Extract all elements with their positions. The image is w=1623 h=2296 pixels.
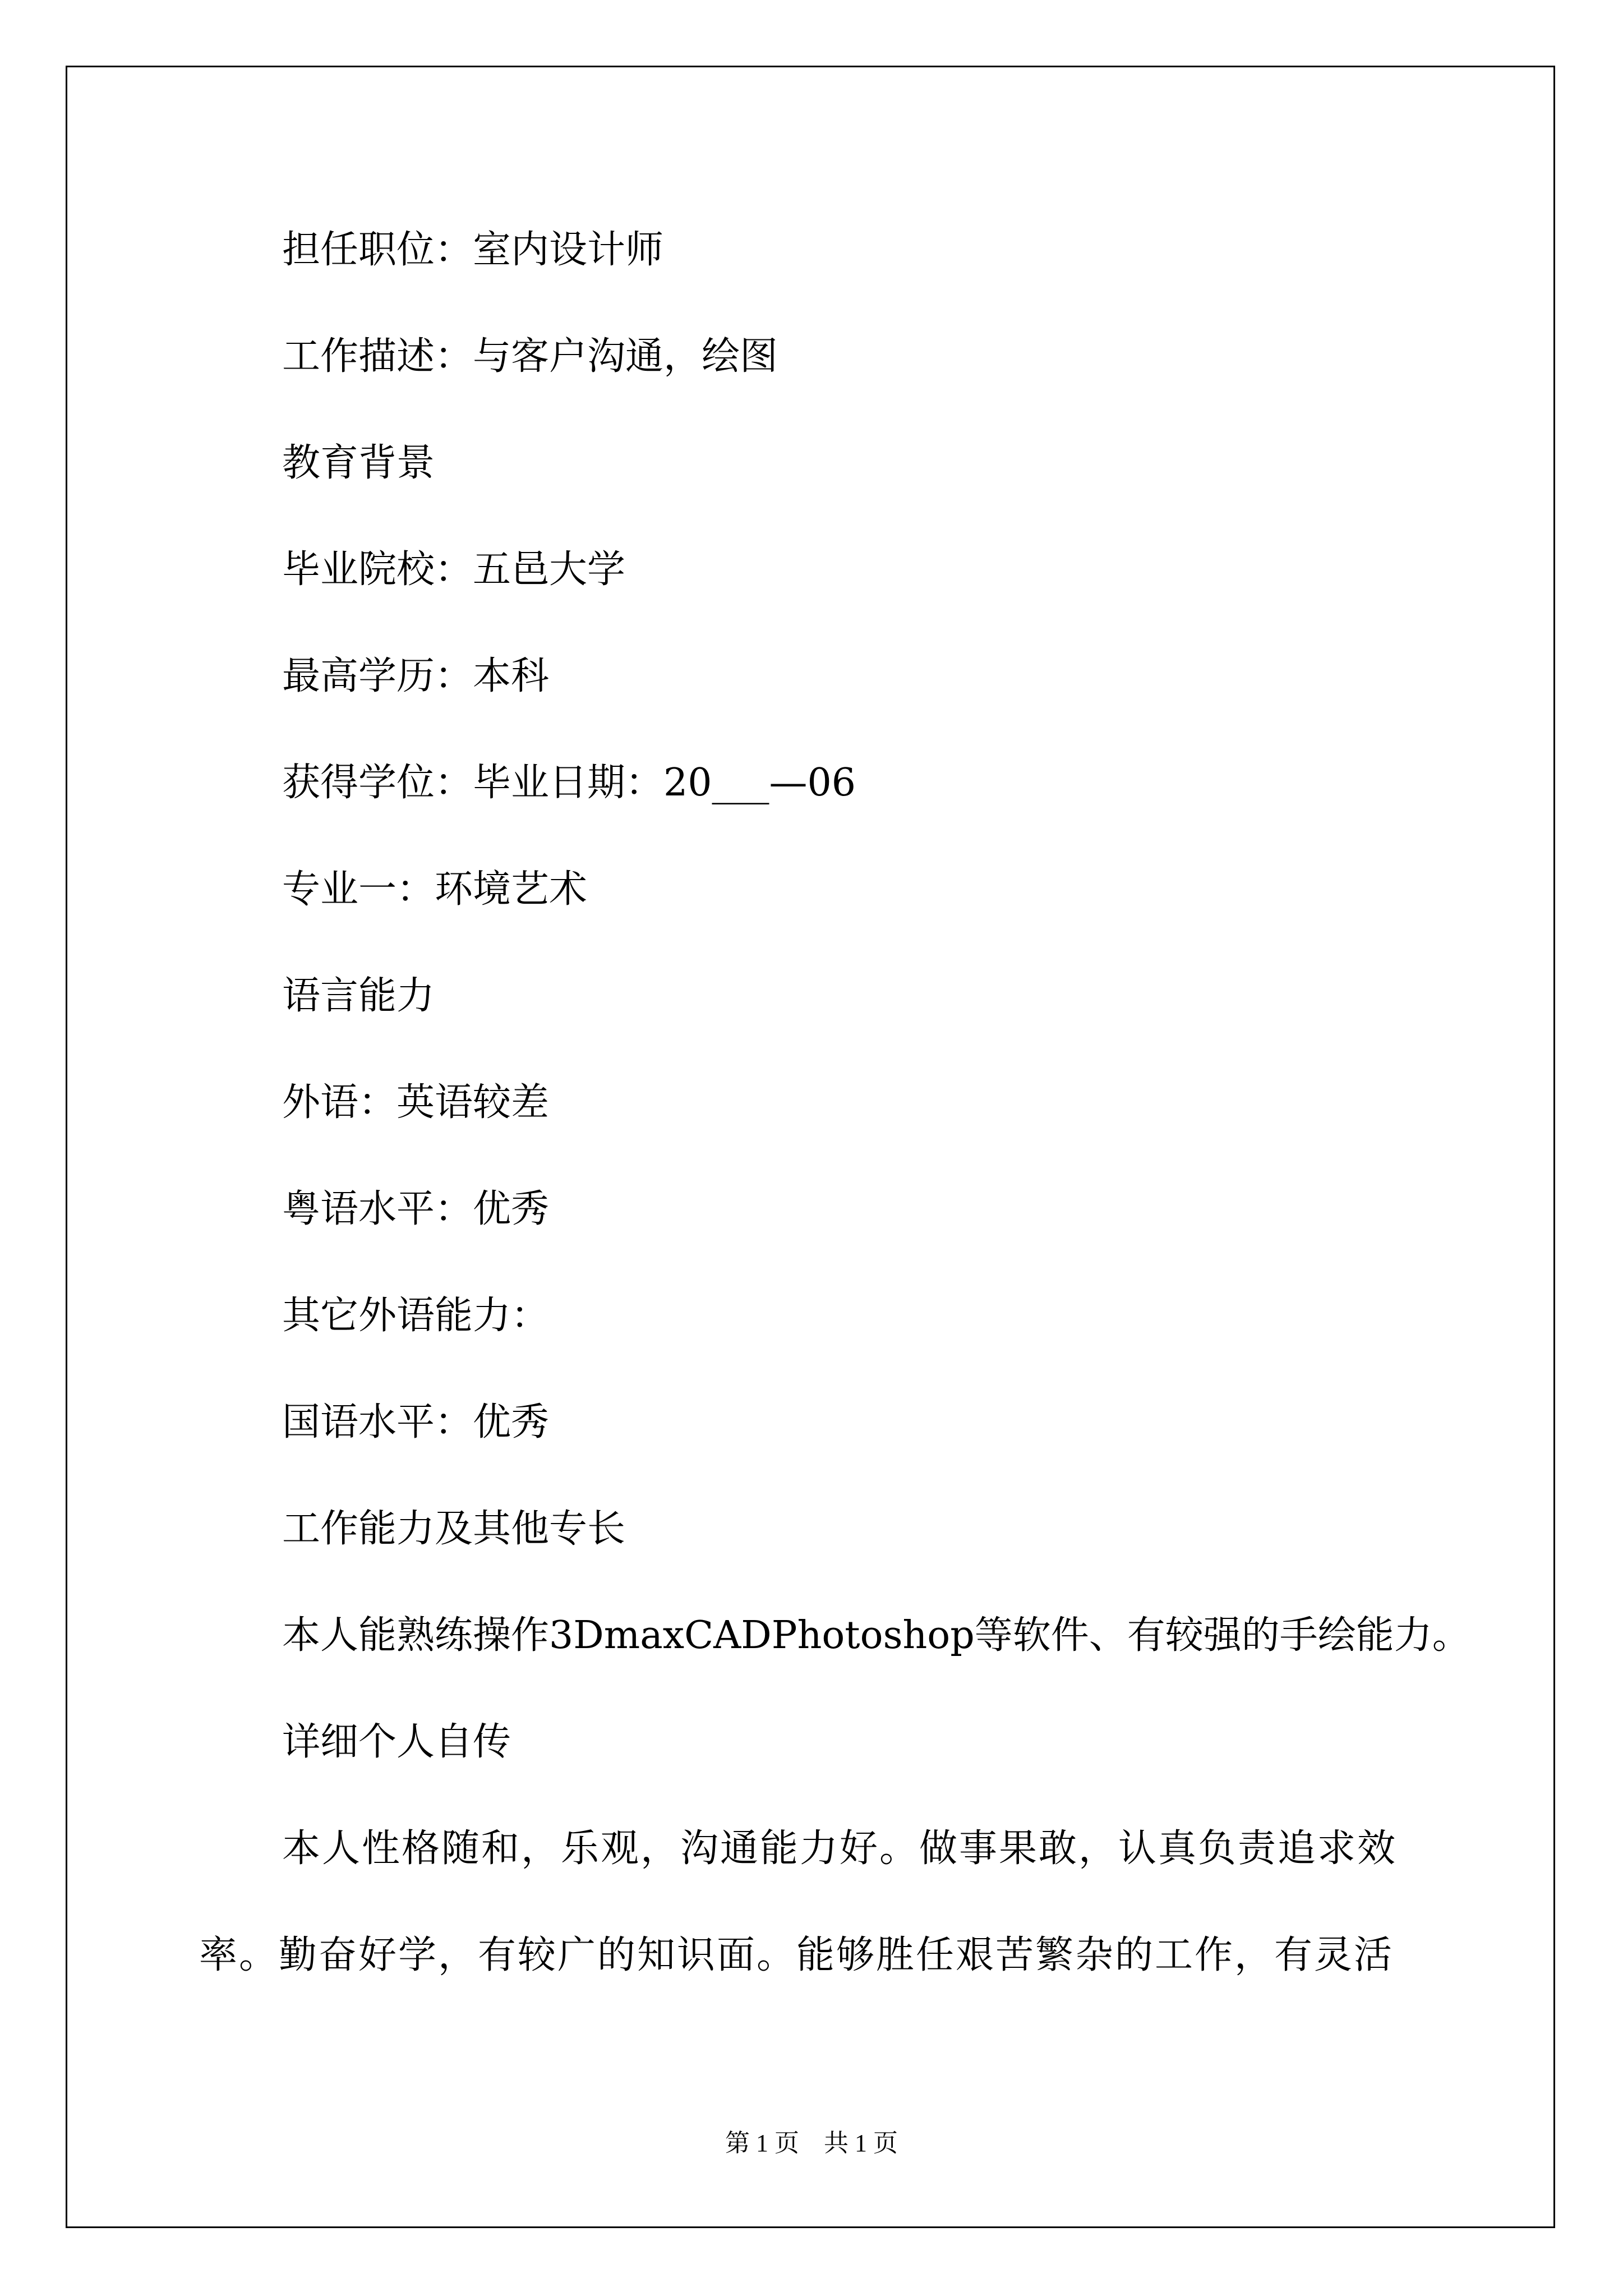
autobiography-line-1: 本人性格随和，乐观，沟通能力好。做事果敢，认真负责追求效 <box>282 1826 1398 1871</box>
field-major: 专业一：环境艺术 <box>282 867 588 912</box>
field-highest-degree: 最高学历：本科 <box>282 654 550 698</box>
field-foreign-language: 外语：英语较差 <box>282 1080 550 1125</box>
section-heading-education: 教育背景 <box>282 441 435 485</box>
section-heading-language: 语言能力 <box>282 974 435 1018</box>
autobiography-line-2: 率。勤奋好学，有较广的知识面。能够胜任艰苦繁杂的工作，有灵活 <box>199 1933 1394 1977</box>
field-job-description: 工作描述：与客户沟通，绘图 <box>282 334 778 379</box>
field-position: 担任职位：室内设计师 <box>282 228 664 272</box>
field-school: 毕业院校：五邑大学 <box>282 547 626 592</box>
skills-text: 本人能熟练操作3DmaxCADPhotoshop等软件、有较强的手绘能力。 <box>282 1613 1470 1658</box>
field-other-language: 其它外语能力： <box>282 1294 550 1338</box>
page-border <box>66 66 1555 2228</box>
field-mandarin-level: 国语水平：优秀 <box>282 1400 550 1444</box>
field-cantonese-level: 粤语水平：优秀 <box>282 1187 550 1231</box>
section-heading-skills: 工作能力及其他专长 <box>282 1507 626 1551</box>
field-degree-graduation-date: 获得学位：毕业日期：20___—06 <box>282 761 856 805</box>
section-heading-autobiography: 详细个人自传 <box>282 1720 511 1764</box>
page-number-footer: 第 1 页 共 1 页 <box>725 2129 898 2157</box>
